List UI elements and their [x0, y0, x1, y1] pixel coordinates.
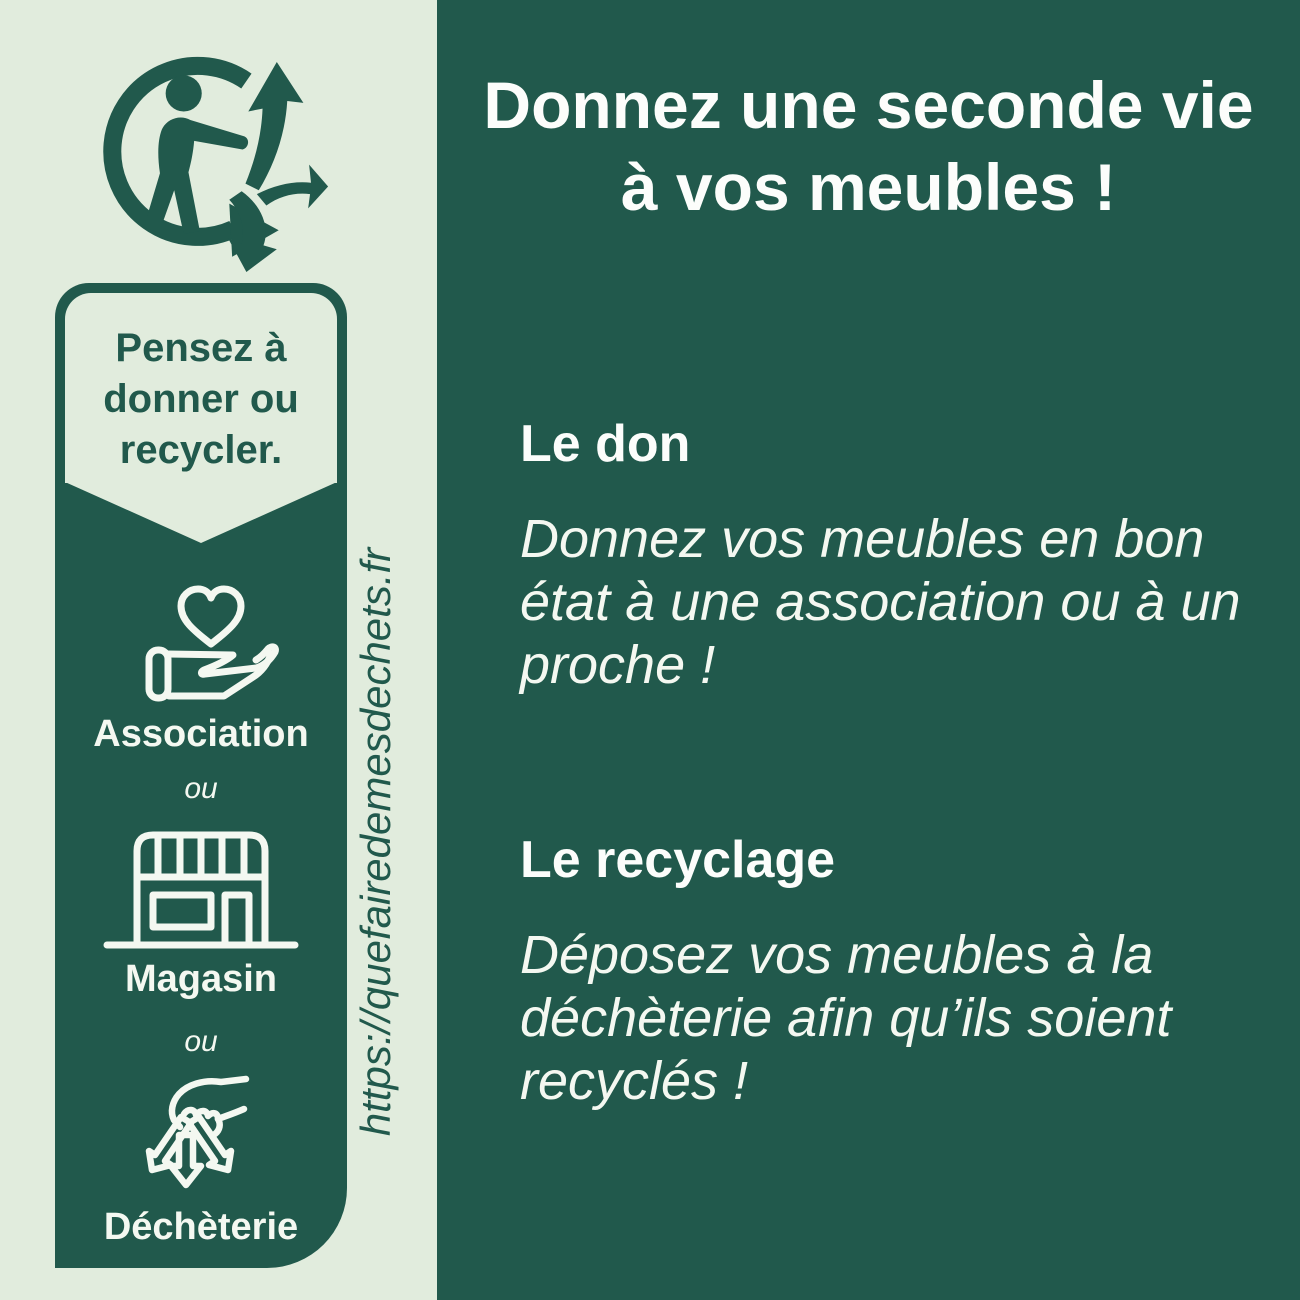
heart-in-hand-icon [121, 562, 281, 712]
section-heading-le-don: Le don [520, 415, 691, 473]
storefront-icon [101, 825, 301, 955]
body-line: déchèterie afin qu’ils soient [520, 988, 1172, 1048]
option-label-decheterie: Déchèterie [103, 1206, 299, 1248]
body-line: recyclés ! [520, 1051, 749, 1111]
banner-chevron-shape [65, 482, 337, 543]
banner-message-line-1: Pensez à [115, 326, 287, 370]
section-body-le-recyclage [520, 924, 1260, 1113]
body-line: état à une association ou à un [520, 572, 1241, 632]
triman-recycling-logo-icon [102, 44, 330, 272]
separator-ou-2: ou [184, 1025, 218, 1058]
poster-title-line-2: à vos meubles ! [620, 150, 1117, 224]
banner-message-line-2: donner ou [103, 377, 299, 421]
think-donate-banner [55, 283, 347, 1268]
separator-ou-1: ou [184, 772, 218, 805]
banner-message [65, 293, 337, 483]
banner-message-line-3: recycler. [119, 428, 283, 472]
section-heading-le-recyclage: Le recyclage [520, 831, 836, 889]
body-line: Déposez vos meubles à la [520, 925, 1154, 985]
option-label-association: Association [93, 713, 309, 755]
website-url: https://quefairedemesdechets.fr [352, 547, 399, 1137]
poster-title-line-1: Donnez une seconde vie [483, 68, 1254, 142]
section-body-le-don [520, 508, 1260, 697]
section-le-recyclage [520, 830, 1260, 1113]
poster-title [437, 64, 1300, 228]
body-line: Donnez vos meubles en bon [520, 509, 1205, 569]
right-panel [437, 0, 1300, 1300]
hand-dropping-waste-icon [126, 1058, 276, 1203]
section-le-don [520, 414, 1260, 697]
option-label-magasin: Magasin [124, 958, 278, 1000]
body-line: proche ! [520, 635, 716, 695]
